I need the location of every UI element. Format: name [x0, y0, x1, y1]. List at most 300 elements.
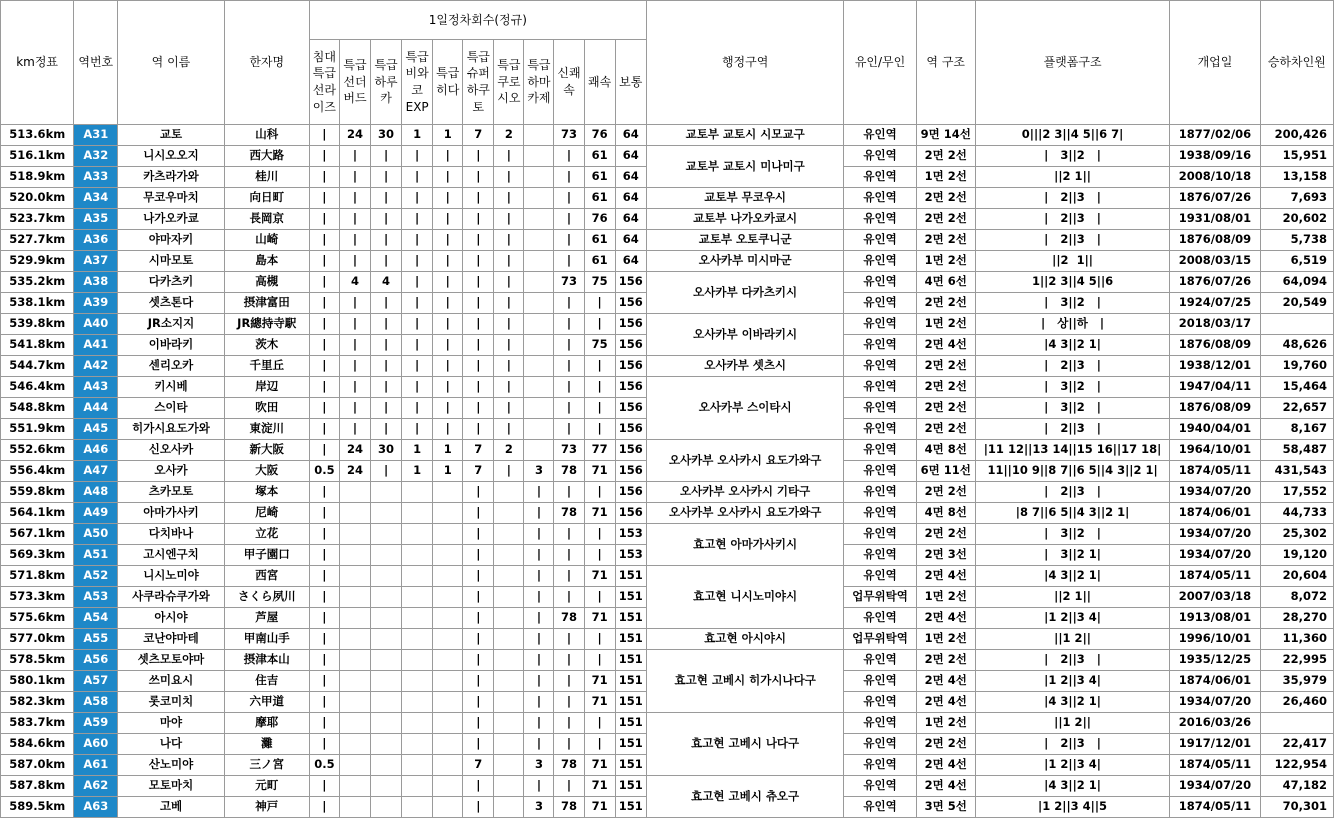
- staffed-status: 유인역: [844, 272, 916, 293]
- stop-count: |: [309, 419, 339, 440]
- stop-count: |: [309, 797, 339, 818]
- station-structure: 2면 2선: [916, 209, 975, 230]
- stop-count: |: [309, 230, 339, 251]
- admin-district: 효고현 아시야시: [646, 629, 844, 650]
- station-hanja: 元町: [224, 776, 309, 797]
- station-structure: 1면 2선: [916, 587, 975, 608]
- stop-count: |: [402, 419, 433, 440]
- stop-count: 151: [615, 587, 646, 608]
- stop-count: [433, 776, 463, 797]
- ridership: 431,543: [1260, 461, 1333, 482]
- station-name: 이바라키: [118, 335, 224, 356]
- station-structure: 2면 4선: [916, 335, 975, 356]
- stop-count: [371, 755, 402, 776]
- stop-count: |: [402, 398, 433, 419]
- table-row: [1, 188, 1334, 209]
- stop-count: 3: [524, 755, 554, 776]
- station-code: A42: [74, 356, 118, 377]
- stop-count: |: [371, 398, 402, 419]
- stop-count: [339, 671, 370, 692]
- ridership: 122,954: [1260, 755, 1333, 776]
- station-code: A48: [74, 482, 118, 503]
- staffed-status: 유인역: [844, 671, 916, 692]
- station-code: A62: [74, 776, 118, 797]
- stop-count: 151: [615, 650, 646, 671]
- station-structure: 2면 3선: [916, 545, 975, 566]
- station-name: 야마자키: [118, 230, 224, 251]
- stop-count: |: [339, 314, 370, 335]
- opened-date: 1934/07/20: [1170, 545, 1260, 566]
- ridership: 15,464: [1260, 377, 1333, 398]
- stop-count: [402, 482, 433, 503]
- table-row: [1, 713, 1334, 734]
- stop-count: |: [402, 272, 433, 293]
- stop-count: |: [463, 629, 494, 650]
- staffed-status: 유인역: [844, 188, 916, 209]
- station-hanja: 島本: [224, 251, 309, 272]
- stop-count: 2: [494, 440, 524, 461]
- stop-count: 156: [615, 482, 646, 503]
- admin-district: 오사카부 오사카시 요도가와구: [646, 503, 844, 524]
- stop-count: [494, 671, 524, 692]
- stop-count: |: [309, 566, 339, 587]
- km-marker: 539.8km: [1, 314, 74, 335]
- station-structure: 1면 2선: [916, 629, 975, 650]
- stop-count: |: [554, 524, 584, 545]
- table-row: [1, 251, 1334, 272]
- stop-count: |: [463, 503, 494, 524]
- stop-count: |: [494, 419, 524, 440]
- stop-count: 1: [433, 125, 463, 146]
- stop-count: [371, 566, 402, 587]
- stop-count: [339, 650, 370, 671]
- km-marker: 556.4km: [1, 461, 74, 482]
- platform-structure: 1||2 3||4 5||6: [975, 272, 1170, 293]
- km-marker: 513.6km: [1, 125, 74, 146]
- station-code: A36: [74, 230, 118, 251]
- stop-count: |: [371, 167, 402, 188]
- stop-count: |: [524, 608, 554, 629]
- opened-date: 1934/07/20: [1170, 524, 1260, 545]
- stop-count: |: [463, 398, 494, 419]
- stop-count: |: [584, 293, 615, 314]
- stop-count: |: [371, 251, 402, 272]
- stop-count: |: [309, 650, 339, 671]
- stop-count: |: [494, 272, 524, 293]
- opened-date: 1934/07/20: [1170, 692, 1260, 713]
- stop-count: |: [339, 251, 370, 272]
- header-admin: 행정구역: [646, 1, 844, 125]
- ridership: 47,182: [1260, 776, 1333, 797]
- stop-count: [402, 566, 433, 587]
- station-hanja: 大阪: [224, 461, 309, 482]
- station-name: 나다: [118, 734, 224, 755]
- station-code: A60: [74, 734, 118, 755]
- stop-count: |: [554, 293, 584, 314]
- stop-count: 75: [584, 272, 615, 293]
- station-code: A45: [74, 419, 118, 440]
- staffed-status: 유인역: [844, 419, 916, 440]
- stop-count: |: [309, 272, 339, 293]
- opened-date: 2018/03/17: [1170, 314, 1260, 335]
- stop-count: |: [309, 482, 339, 503]
- stop-count: |: [584, 356, 615, 377]
- station-name: 롯코미치: [118, 692, 224, 713]
- stop-count: [371, 503, 402, 524]
- staffed-status: 유인역: [844, 398, 916, 419]
- station-structure: 2면 4선: [916, 755, 975, 776]
- stop-count: |: [524, 587, 554, 608]
- stop-count: 75: [584, 335, 615, 356]
- stop-count: |: [339, 146, 370, 167]
- stop-count: |: [309, 671, 339, 692]
- ridership: 22,657: [1260, 398, 1333, 419]
- stop-count: |: [309, 503, 339, 524]
- stop-count: 1: [402, 125, 433, 146]
- station-structure: 2면 2선: [916, 230, 975, 251]
- stop-count: |: [463, 335, 494, 356]
- station-hanja: 住吉: [224, 671, 309, 692]
- stop-count: |: [309, 545, 339, 566]
- table-row: [1, 566, 1334, 587]
- staffed-status: 유인역: [844, 209, 916, 230]
- stop-count: [402, 545, 433, 566]
- stop-count: |: [524, 650, 554, 671]
- stop-count: [371, 734, 402, 755]
- station-hanja: 芦屋: [224, 608, 309, 629]
- station-code: A34: [74, 188, 118, 209]
- station-code: A44: [74, 398, 118, 419]
- staffed-status: 유인역: [844, 482, 916, 503]
- station-structure: 1면 2선: [916, 251, 975, 272]
- stop-count: |: [463, 734, 494, 755]
- table-row: [1, 209, 1334, 230]
- km-marker: 573.3km: [1, 587, 74, 608]
- station-name: 아마가사키: [118, 503, 224, 524]
- station-hanja: 新大阪: [224, 440, 309, 461]
- stop-count: 153: [615, 524, 646, 545]
- stop-count: [524, 251, 554, 272]
- ridership: 48,626: [1260, 335, 1333, 356]
- table-row: [1, 125, 1334, 146]
- station-hanja: 岸辺: [224, 377, 309, 398]
- station-structure: 2면 2선: [916, 734, 975, 755]
- stop-count: 71: [584, 797, 615, 818]
- staffed-status: 유인역: [844, 167, 916, 188]
- stop-count: |: [494, 251, 524, 272]
- platform-structure: | 2||3 |: [975, 356, 1170, 377]
- stop-count: [494, 734, 524, 755]
- admin-district: 오사카부 미시마군: [646, 251, 844, 272]
- stop-count: |: [584, 629, 615, 650]
- station-name: 고시엔구치: [118, 545, 224, 566]
- station-code: A59: [74, 713, 118, 734]
- station-structure: 2면 4선: [916, 671, 975, 692]
- stop-count: |: [554, 188, 584, 209]
- stop-count: [339, 776, 370, 797]
- stop-count: 64: [615, 209, 646, 230]
- stop-count: 64: [615, 230, 646, 251]
- stop-count: [524, 146, 554, 167]
- staffed-status: 유인역: [844, 440, 916, 461]
- platform-structure: | 3||2 1|: [975, 545, 1170, 566]
- station-hanja: 高槻: [224, 272, 309, 293]
- table-row: [1, 314, 1334, 335]
- stop-count: |: [402, 356, 433, 377]
- stop-count: |: [433, 419, 463, 440]
- ridership: 8,167: [1260, 419, 1333, 440]
- stop-count: 61: [584, 146, 615, 167]
- stop-count: |: [371, 356, 402, 377]
- staffed-status: 유인역: [844, 755, 916, 776]
- table-row: [1, 503, 1334, 524]
- stop-count: 2: [494, 125, 524, 146]
- stop-count: [433, 629, 463, 650]
- km-marker: 541.8km: [1, 335, 74, 356]
- admin-district: 교토부 오토쿠니군: [646, 230, 844, 251]
- opened-date: 1876/08/09: [1170, 230, 1260, 251]
- station-structure: 1면 2선: [916, 167, 975, 188]
- stop-count: |: [494, 356, 524, 377]
- station-hanja: 桂川: [224, 167, 309, 188]
- stop-count: |: [554, 587, 584, 608]
- stop-count: |: [309, 629, 339, 650]
- station-code: A58: [74, 692, 118, 713]
- stop-count: |: [309, 713, 339, 734]
- header-train-col: 특급비와코EXP: [402, 40, 433, 125]
- station-name: 다치바나: [118, 524, 224, 545]
- stop-count: |: [371, 146, 402, 167]
- stop-count: [433, 734, 463, 755]
- platform-structure: |1 2||3 4|: [975, 755, 1170, 776]
- stop-count: 151: [615, 566, 646, 587]
- stop-count: |: [371, 419, 402, 440]
- stop-count: [433, 587, 463, 608]
- stop-count: |: [524, 629, 554, 650]
- stop-count: |: [554, 566, 584, 587]
- station-structure: 1면 2선: [916, 713, 975, 734]
- stop-count: |: [309, 524, 339, 545]
- station-hanja: 西大路: [224, 146, 309, 167]
- station-structure: 9면 14선: [916, 125, 975, 146]
- stop-count: |: [584, 524, 615, 545]
- station-name: 스이타: [118, 398, 224, 419]
- km-marker: 587.0km: [1, 755, 74, 776]
- km-marker: 535.2km: [1, 272, 74, 293]
- station-hanja: さくら夙川: [224, 587, 309, 608]
- station-structure: 2면 2선: [916, 356, 975, 377]
- platform-structure: | 2||3 |: [975, 734, 1170, 755]
- stop-count: |: [433, 167, 463, 188]
- station-hanja: 神戸: [224, 797, 309, 818]
- platform-structure: ||1 2||: [975, 629, 1170, 650]
- stop-count: |: [463, 167, 494, 188]
- stop-count: [371, 797, 402, 818]
- stop-count: |: [463, 314, 494, 335]
- km-marker: 571.8km: [1, 566, 74, 587]
- station-structure: 1면 2선: [916, 314, 975, 335]
- km-marker: 546.4km: [1, 377, 74, 398]
- stop-count: [402, 629, 433, 650]
- opened-date: 1876/07/26: [1170, 188, 1260, 209]
- platform-structure: 0|||2 3||4 5||6 7|: [975, 125, 1170, 146]
- stop-count: |: [371, 461, 402, 482]
- stop-count: |: [494, 398, 524, 419]
- stop-count: 78: [554, 755, 584, 776]
- stop-count: [494, 587, 524, 608]
- stop-count: 151: [615, 776, 646, 797]
- stop-count: 3: [524, 461, 554, 482]
- station-name: 히가시요도가와: [118, 419, 224, 440]
- stop-count: [524, 230, 554, 251]
- stop-count: 156: [615, 356, 646, 377]
- stop-count: |: [524, 524, 554, 545]
- stop-count: |: [554, 629, 584, 650]
- stop-count: 76: [584, 125, 615, 146]
- station-hanja: 東淀川: [224, 419, 309, 440]
- opened-date: 1938/12/01: [1170, 356, 1260, 377]
- opened-date: 2016/03/26: [1170, 713, 1260, 734]
- stop-count: |: [524, 482, 554, 503]
- ridership: 19,760: [1260, 356, 1333, 377]
- staffed-status: 유인역: [844, 230, 916, 251]
- staffed-status: 유인역: [844, 146, 916, 167]
- stop-count: |: [309, 377, 339, 398]
- station-structure: 2면 2선: [916, 398, 975, 419]
- stop-count: |: [463, 524, 494, 545]
- stop-count: |: [494, 461, 524, 482]
- station-structure: 2면 4선: [916, 608, 975, 629]
- station-structure: 4면 8선: [916, 440, 975, 461]
- stop-count: |: [309, 314, 339, 335]
- station-hanja: 六甲道: [224, 692, 309, 713]
- stop-count: [494, 776, 524, 797]
- stop-count: |: [554, 167, 584, 188]
- stop-count: [339, 713, 370, 734]
- stop-count: 73: [554, 440, 584, 461]
- stop-count: 156: [615, 314, 646, 335]
- station-code: A39: [74, 293, 118, 314]
- stop-count: |: [554, 734, 584, 755]
- stop-count: |: [339, 356, 370, 377]
- opened-date: 1874/05/11: [1170, 755, 1260, 776]
- ridership: 64,094: [1260, 272, 1333, 293]
- stop-count: [402, 608, 433, 629]
- station-code: A43: [74, 377, 118, 398]
- station-hanja: 尼崎: [224, 503, 309, 524]
- platform-structure: | 2||3 |: [975, 209, 1170, 230]
- stop-count: |: [463, 377, 494, 398]
- ridership: 200,426: [1260, 125, 1333, 146]
- stop-count: 64: [615, 146, 646, 167]
- stop-count: [494, 650, 524, 671]
- stop-count: 156: [615, 398, 646, 419]
- admin-district: 효고현 고베시 츄오구: [646, 776, 844, 818]
- km-marker: 548.8km: [1, 398, 74, 419]
- stop-count: [371, 524, 402, 545]
- km-marker: 564.1km: [1, 503, 74, 524]
- stop-count: |: [554, 692, 584, 713]
- stop-count: 71: [584, 503, 615, 524]
- stop-count: |: [433, 398, 463, 419]
- km-marker: 520.0km: [1, 188, 74, 209]
- stop-count: [371, 650, 402, 671]
- station-name: 니시오오지: [118, 146, 224, 167]
- station-code: A35: [74, 209, 118, 230]
- stop-count: |: [554, 314, 584, 335]
- stop-count: [371, 482, 402, 503]
- stop-count: |: [584, 314, 615, 335]
- stop-count: |: [402, 188, 433, 209]
- staffed-status: 유인역: [844, 608, 916, 629]
- stop-count: 61: [584, 188, 615, 209]
- stop-count: 156: [615, 272, 646, 293]
- stop-count: |: [309, 692, 339, 713]
- station-structure: 6면 11선: [916, 461, 975, 482]
- ridership: 25,302: [1260, 524, 1333, 545]
- stop-count: 61: [584, 167, 615, 188]
- station-code: A46: [74, 440, 118, 461]
- ridership: 7,693: [1260, 188, 1333, 209]
- admin-district: 교토부 교토시 미나미구: [646, 146, 844, 188]
- admin-district: 효고현 고베시 나다구: [646, 713, 844, 776]
- stop-count: [524, 419, 554, 440]
- stop-count: [433, 755, 463, 776]
- stop-count: [371, 713, 402, 734]
- station-name: 니시노미야: [118, 566, 224, 587]
- km-marker: 578.5km: [1, 650, 74, 671]
- staffed-status: 유인역: [844, 776, 916, 797]
- stop-count: [339, 503, 370, 524]
- stop-count: |: [402, 230, 433, 251]
- station-rows: [1, 125, 1334, 818]
- station-hanja: 塚本: [224, 482, 309, 503]
- station-name: 교토: [118, 125, 224, 146]
- table-row: [1, 230, 1334, 251]
- stop-count: |: [463, 692, 494, 713]
- stop-count: |: [554, 671, 584, 692]
- stop-count: 156: [615, 461, 646, 482]
- staffed-status: 유인역: [844, 335, 916, 356]
- ridership: 6,519: [1260, 251, 1333, 272]
- station-name: 마야: [118, 713, 224, 734]
- stop-count: |: [371, 377, 402, 398]
- stop-count: |: [371, 314, 402, 335]
- stop-count: |: [339, 335, 370, 356]
- station-code: A49: [74, 503, 118, 524]
- platform-structure: | 3||2 |: [975, 524, 1170, 545]
- station-code: A51: [74, 545, 118, 566]
- header-riders: 승하차인원: [1260, 1, 1333, 125]
- admin-district: 효고현 니시노미야시: [646, 566, 844, 629]
- station-hanja: 茨木: [224, 335, 309, 356]
- station-code: A61: [74, 755, 118, 776]
- stop-count: [402, 776, 433, 797]
- header-train-col: 특급쿠로시오: [494, 40, 524, 125]
- opened-date: 1931/08/01: [1170, 209, 1260, 230]
- stop-count: 3: [524, 797, 554, 818]
- header-name: 역 이름: [118, 1, 224, 125]
- station-hanja: 山科: [224, 125, 309, 146]
- opened-date: 2008/03/15: [1170, 251, 1260, 272]
- station-name: 무코우마치: [118, 188, 224, 209]
- stop-count: |: [339, 398, 370, 419]
- platform-structure: |1 2||3 4|: [975, 608, 1170, 629]
- stop-count: |: [554, 251, 584, 272]
- platform-structure: | 2||3 |: [975, 230, 1170, 251]
- stop-count: [494, 713, 524, 734]
- ridership: 22,417: [1260, 734, 1333, 755]
